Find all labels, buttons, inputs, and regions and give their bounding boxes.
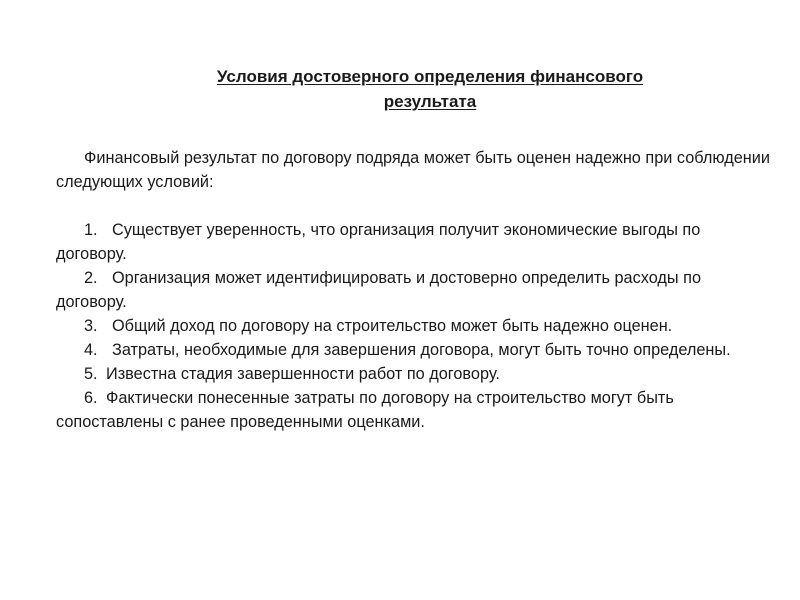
list-item-text: Затраты, необходимые для завершения договора, могут быть точно определены. bbox=[112, 341, 731, 359]
list-item bbox=[56, 386, 772, 434]
slide-title-line-2: результата bbox=[383, 92, 477, 111]
slide-body bbox=[56, 146, 772, 434]
list-item-number: 2. bbox=[84, 269, 98, 287]
list-item bbox=[56, 218, 772, 266]
list-item-number: 5. bbox=[84, 365, 98, 383]
list-item-text: Организация может идентифицировать и достоверно определить расходы по договору. bbox=[56, 269, 701, 311]
list-item-number: 1. bbox=[84, 221, 98, 239]
list-item-number: 4. bbox=[84, 341, 98, 359]
list-item bbox=[56, 362, 772, 386]
list-item-text: Существует уверенность, что организация получит экономические выгоды по договору. bbox=[56, 221, 701, 263]
slide-title-line-1: Условия достоверного определения финансового bbox=[216, 67, 644, 86]
list-item-number: 3. bbox=[84, 317, 98, 335]
list-item bbox=[56, 338, 772, 362]
conditions-list bbox=[56, 218, 772, 434]
list-item-text: Фактически понесенные затраты по договору на строительство могут быть сопоставлены с ранее проведенными оценками. bbox=[56, 389, 674, 431]
list-item bbox=[56, 314, 772, 338]
list-item-text: Известна стадия завершенности работ по договору. bbox=[106, 365, 500, 383]
list-item-text: Общий доход по договору на строительство может быть надежно оценен. bbox=[112, 317, 673, 335]
intro-paragraph: Финансовый результат по договору подряда может быть оценен надежно при соблюдении следующих условий: bbox=[56, 149, 770, 191]
list-item-number: 6. bbox=[84, 389, 98, 407]
slide-title bbox=[100, 64, 760, 114]
list-item bbox=[56, 266, 772, 314]
